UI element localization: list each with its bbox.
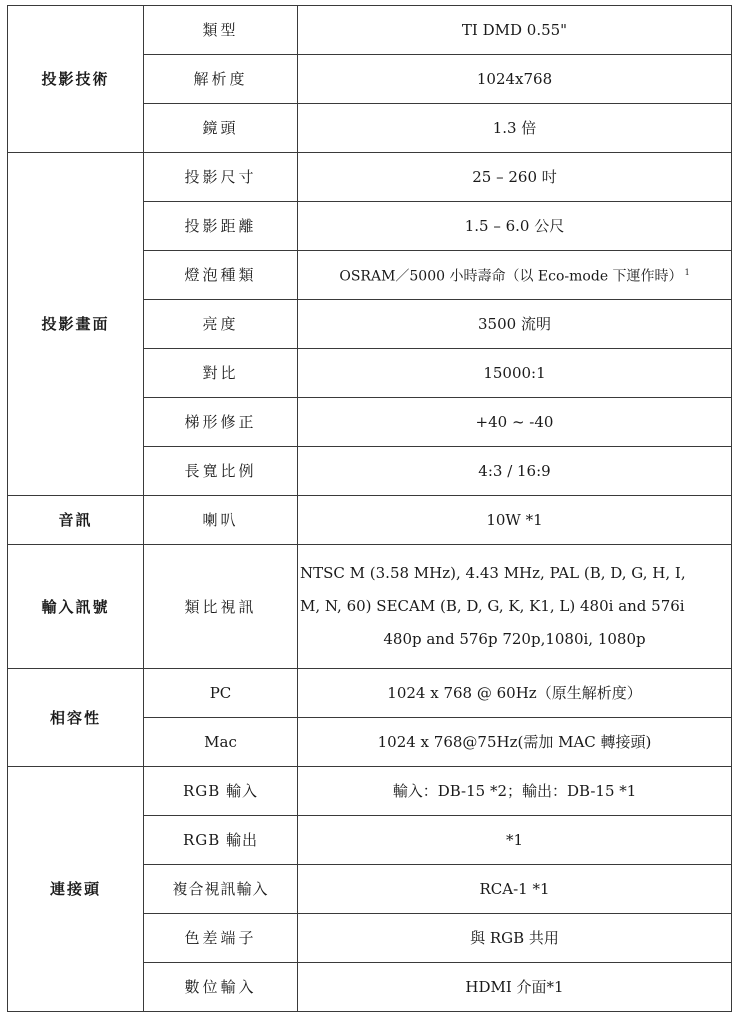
category-projection-tech: 投影技術 [8, 6, 144, 153]
table-row [8, 153, 732, 202]
row-value: TI DMD 0.55" [298, 6, 732, 55]
category-connectors: 連接頭 [8, 767, 144, 1012]
category-projection-image: 投影畫面 [8, 153, 144, 496]
row-label: 複合視訊輸入 [144, 865, 298, 914]
lamp-value: OSRAM／5000 小時壽命（以 Eco-mode 下運作時） [339, 268, 683, 285]
row-label: PC [144, 669, 298, 718]
table-row [8, 6, 732, 55]
row-label: 對比 [144, 349, 298, 398]
row-value [298, 545, 732, 669]
row-label: 亮度 [144, 300, 298, 349]
row-value: 25 – 260 吋 [298, 153, 732, 202]
row-value: RCA-1 *1 [298, 865, 732, 914]
category-input-signal: 輸入訊號 [8, 545, 144, 669]
row-label: 色差端子 [144, 914, 298, 963]
row-value [298, 251, 732, 300]
row-value: *1 [298, 816, 732, 865]
row-value: 與 RGB 共用 [298, 914, 732, 963]
row-label: 投影距離 [144, 202, 298, 251]
row-value: 1024x768 [298, 55, 732, 104]
row-value: +40 ~ -40 [298, 398, 732, 447]
table-row [8, 496, 732, 545]
row-label: RGB 輸入 [144, 767, 298, 816]
row-label: 燈泡種類 [144, 251, 298, 300]
row-label: 鏡頭 [144, 104, 298, 153]
table-row [8, 669, 732, 718]
row-value: 1.5 – 6.0 公尺 [298, 202, 732, 251]
row-label: 喇叭 [144, 496, 298, 545]
row-label: 類型 [144, 6, 298, 55]
footnote-marker: 1 [684, 268, 690, 278]
signal-line: NTSC M (3.58 MHz), 4.43 MHz, PAL (B, D, G, H, I, [300, 564, 686, 582]
row-label: 投影尺寸 [144, 153, 298, 202]
table-row [8, 545, 732, 669]
row-value: 3500 流明 [298, 300, 732, 349]
signal-line: M, N, 60) SECAM (B, D, G, K, K1, L) 480i and 576i [300, 597, 685, 615]
row-value: 15000:1 [298, 349, 732, 398]
row-value: 1.3 倍 [298, 104, 732, 153]
spec-table [7, 5, 732, 1012]
row-label: 數位輸入 [144, 963, 298, 1012]
row-label: RGB 輸出 [144, 816, 298, 865]
row-value: 10W *1 [298, 496, 732, 545]
category-audio: 音訊 [8, 496, 144, 545]
category-compatibility: 相容性 [8, 669, 144, 767]
row-value: HDMI 介面*1 [298, 963, 732, 1012]
row-value: 4:3 / 16:9 [298, 447, 732, 496]
row-value: 1024 x 768 @ 60Hz（原生解析度） [298, 669, 732, 718]
row-label: Mac [144, 718, 298, 767]
row-label: 類比視訊 [144, 545, 298, 669]
signal-line: 480p and 576p 720p,1080i, 1080p [383, 630, 646, 648]
row-value: 輸入：DB-15 *2；輸出：DB-15 *1 [298, 767, 732, 816]
row-value: 1024 x 768@75Hz(需加 MAC 轉接頭) [298, 718, 732, 767]
table-row [8, 767, 732, 816]
row-label: 解析度 [144, 55, 298, 104]
row-label: 梯形修正 [144, 398, 298, 447]
row-label: 長寬比例 [144, 447, 298, 496]
